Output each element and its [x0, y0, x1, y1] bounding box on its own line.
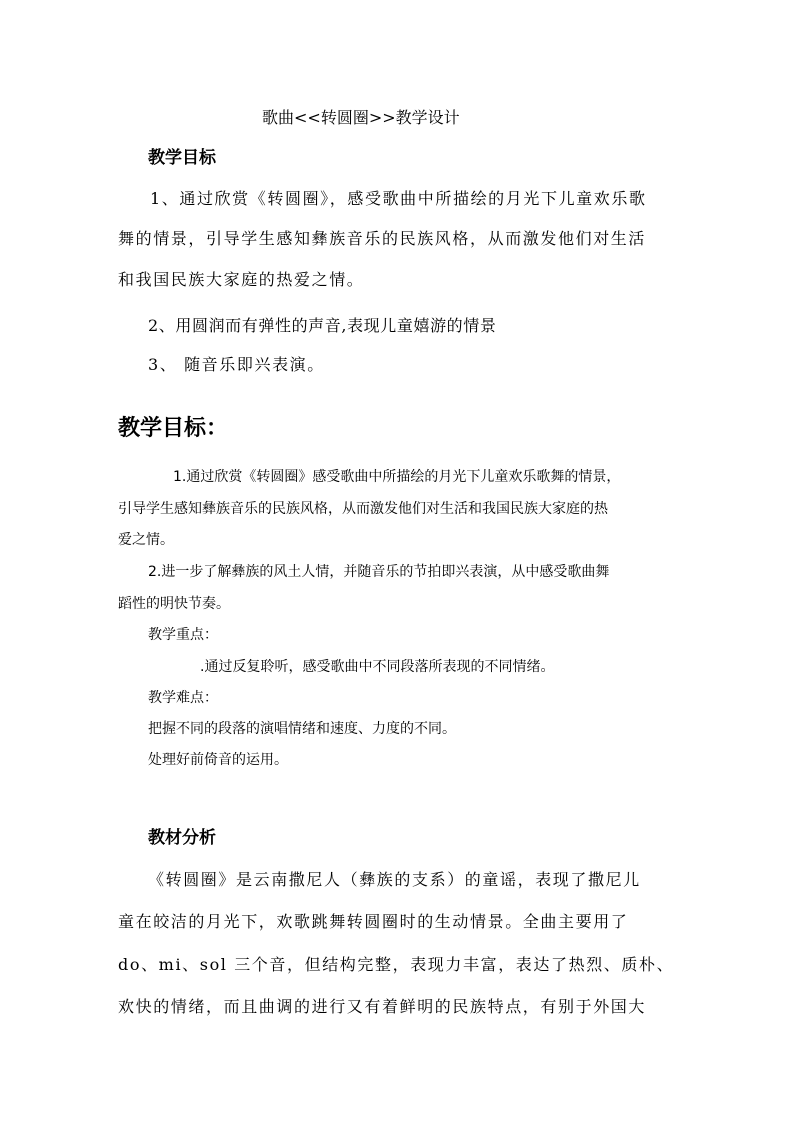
goal2-text: 2、用圆润而有弹性的声音,表现儿童嬉游的情景 — [148, 316, 497, 335]
difficulty-item-1: 把握不同的段落的演唱情绪和速度、力度的不同。 — [148, 721, 456, 737]
item1-line-3: 爱之情。 — [118, 532, 174, 548]
analysis-line-4: 欢快的情绪，而且曲调的进行又有着鲜明的民族特点，有别于外国大 — [118, 997, 647, 1016]
section2-heading: 教学目标： — [118, 415, 229, 441]
difficulty-item-2: 处理好前倚音的运用。 — [148, 752, 288, 768]
item2-line-2: 蹈性的明快节奏。 — [118, 596, 230, 612]
item1-line-1: 1.通过欣赏《转圆圈》感受歌曲中所描绘的月光下儿童欢乐歌舞的情景， — [173, 469, 621, 485]
goal3-text: 3、 随音乐即兴表演。 — [148, 355, 325, 374]
goal1-line-2: 舞的情景，引导学生感知彝族音乐的民族风格，从而激发他们对生活 — [118, 229, 647, 248]
document-title: 歌曲<<转圆圈>>教学设计 — [262, 108, 460, 127]
item1-line-2: 引导学生感知彝族音乐的民族风格，从而激发他们对生活和我国民族大家庭的热 — [118, 501, 608, 517]
item2-line-1: 2.进一步了解彝族的风土人情，并随音乐的节拍即兴表演，从中感受歌曲舞 — [148, 564, 610, 580]
key-points-heading: 教学重点： — [148, 627, 218, 643]
analysis-line-2: 童在皎洁的月光下，欢歌跳舞转圆圈时的生动情景。全曲主要用了 — [118, 912, 629, 931]
section1-heading: 教学目标 — [148, 148, 216, 168]
analysis-line-3: do、mi、sol 三个音，但结构完整，表现力丰富，表达了热烈、质朴、 — [118, 955, 675, 974]
difficulty-heading: 教学难点： — [148, 690, 218, 706]
goal1-line-3: 和我国民族大家庭的热爱之情。 — [118, 270, 365, 289]
analysis-line-1: 《转圆圈》是云南撒尼人（彝族的支系）的童谣，表现了撒尼儿 — [148, 870, 641, 889]
goal1-line-1: 1、通过欣赏《转圆圈》，感受歌曲中所描绘的月光下儿童欢乐歌 — [150, 189, 647, 208]
section3-heading: 教材分析 — [148, 828, 216, 848]
key-points-item: .通过反复聆听，感受歌曲中不同段落所表现的不同情绪。 — [200, 659, 555, 675]
